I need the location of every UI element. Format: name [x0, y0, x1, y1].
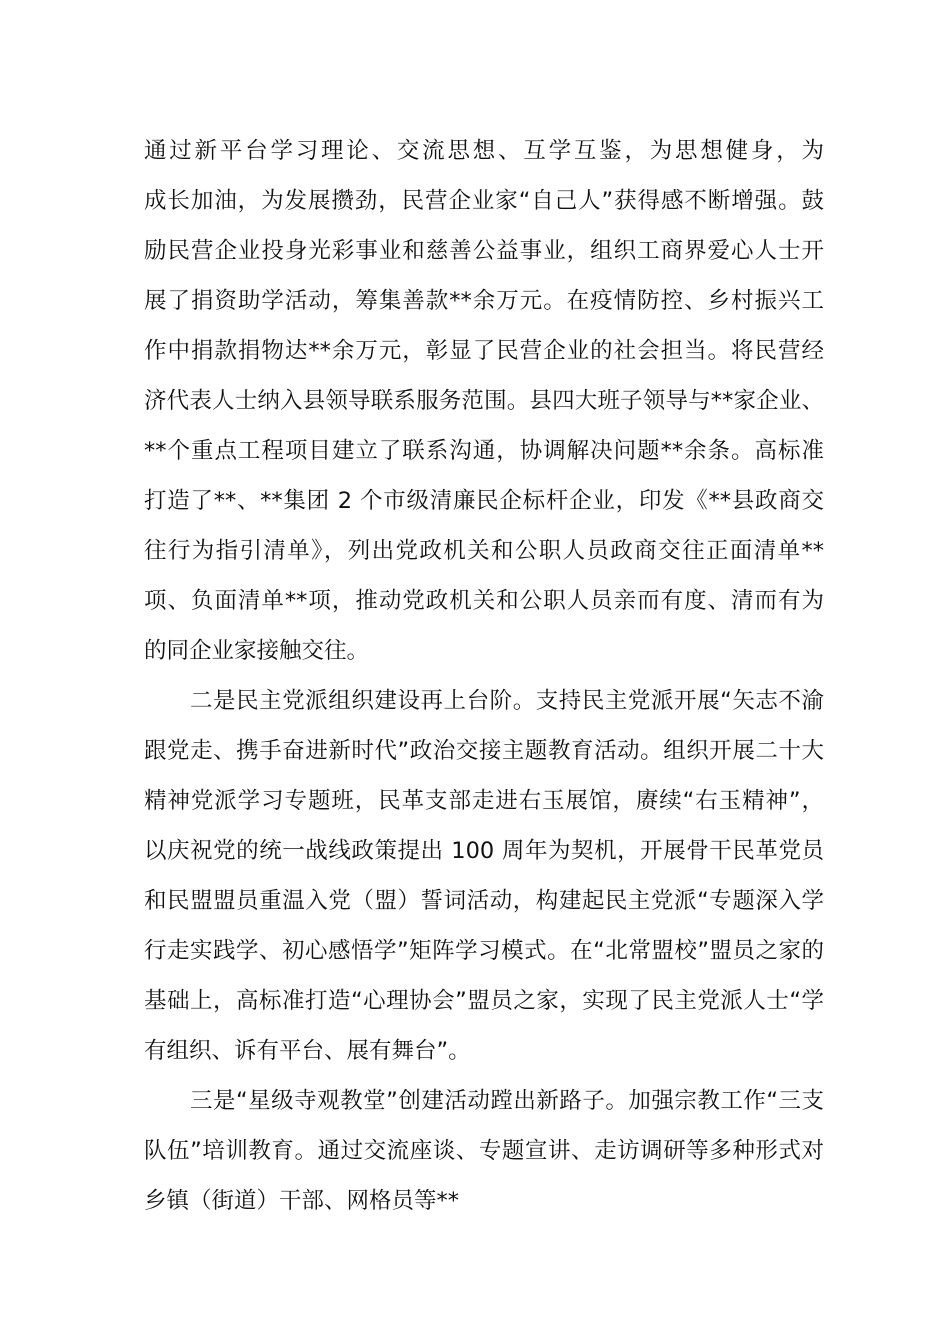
text-line: 二是民主党派组织建设再上台阶。支持民主党派开展“矢志不渝: [190, 688, 824, 714]
text-line: 的同企业家接触交往。: [144, 638, 370, 664]
text-line: 基础上，高标准打造“心理协会”盟员之家，实现了民主党派人士“学: [144, 988, 824, 1014]
text-line: 往行为指引清单》，列出党政机关和公职人员政商交往正面清单**: [144, 538, 824, 564]
text-line: **个重点工程项目建立了联系沟通，协调解决问题**余条。高标准: [144, 438, 824, 464]
text-line: 励民营企业投身光彩事业和慈善公益事业，组织工商界爱心人士开: [144, 238, 824, 264]
text-line: 和民盟盟员重温入党（盟）誓词活动，构建起民主党派“专题深入学: [144, 888, 824, 914]
text-line: 成长加油，为发展攒劲，民营企业家“自己人”获得感不断增强。鼓: [144, 188, 824, 214]
text-line: 通过新平台学习理论、交流思想、互学互鉴，为思想健身，为: [144, 138, 824, 164]
text-line: 乡镇（街道）干部、网格员等**: [144, 1188, 460, 1214]
text-line: 济代表人士纳入县领导联系服务范围。县四大班子领导与**家企业、: [144, 388, 824, 414]
text-line: 队伍”培训教育。通过交流座谈、专题宣讲、走访调研等多种形式对: [144, 1138, 824, 1164]
text-line: 项、负面清单**项，推动党政机关和公职人员亲而有度、清而有为: [144, 588, 824, 614]
text-line: 跟党走、携手奋进新时代”政治交接主题教育活动。组织开展二十大: [144, 738, 824, 764]
body-text: [144, 126, 824, 1226]
paragraph-2: [144, 676, 824, 1076]
text-line: 作中捐款捐物达**余万元，彰显了民营企业的社会担当。将民营经: [144, 338, 824, 364]
text-line: 以庆祝党的统一战线政策提出 100 周年为契机，开展骨干民革党员: [144, 838, 824, 864]
text-line: 有组织、诉有平台、展有舞台”。: [144, 1038, 471, 1064]
text-line: 三是“星级寺观教堂”创建活动蹚出新路子。加强宗教工作“三支: [190, 1088, 824, 1114]
text-line: 精神党派学习专题班，民革支部走进右玉展馆，赓续“右玉精神”，: [144, 788, 824, 814]
text-line: 打造了**、**集团 2 个市级清廉民企标杆企业，印发《**县政商交: [144, 488, 824, 514]
paragraph-3: [144, 1076, 824, 1226]
paragraph-1: [144, 126, 824, 676]
text-line: 展了捐资助学活动，筹集善款**余万元。在疫情防控、乡村振兴工: [144, 288, 824, 314]
text-line: 行走实践学、初心感悟学”矩阵学习模式。在“北常盟校”盟员之家的: [144, 938, 824, 964]
